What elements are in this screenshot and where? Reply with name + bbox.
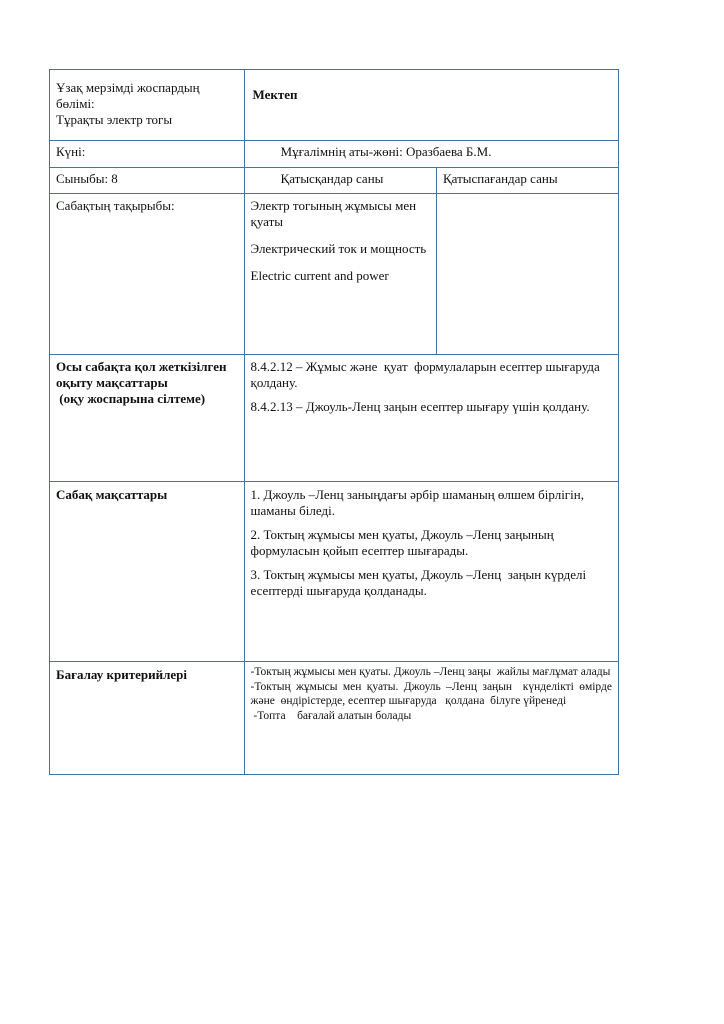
topic-label: Сабақтың тақырыбы: (56, 198, 175, 213)
objective-item: 8.4.2.13 – Джоуль-Ленц заңын есептер шығару үшін қолдану. (250, 399, 590, 414)
criteria-label-cell (50, 662, 245, 775)
section-value: Тұрақты электр тогы (56, 112, 173, 127)
class-cell (50, 168, 245, 194)
section-cell (50, 70, 245, 141)
topic-kk: Электр тогының жұмысы мен қуаты (250, 198, 417, 229)
table-row (50, 194, 619, 355)
criteria-item: -Токтың жұмысы мен қуаты. Джоуль –Ленц заңы жайлы мағлұмат алады (250, 666, 611, 678)
objectives-label-cell (50, 355, 245, 482)
present-label: Қатысқандар саны (280, 171, 384, 186)
date-cell (50, 141, 245, 168)
class-label: Сыныбы: 8 (56, 171, 118, 186)
goals-label: Сабақ мақсаттары (56, 487, 168, 502)
topic-value-cell (244, 194, 436, 355)
criteria-label: Бағалау критерийлері (56, 667, 187, 682)
date-label: Күні: (56, 144, 86, 159)
criteria-item: -Токтың жұмысы мен қуаты. Джоуль –Ленц заңын күнделікті өмірде және өндірістерде, есептер шығаруда қолдана білуге үйренеді (250, 680, 615, 707)
goals-label-cell (50, 482, 245, 662)
goals-value-cell (244, 482, 618, 662)
goal-item: 3. Токтың жұмысы мен қуаты, Джоуль –Ленц заңын күрделі есептерді шығаруда қолданады. (250, 567, 590, 598)
table-row (50, 482, 619, 662)
teacher-cell (244, 141, 618, 168)
topic-label-cell (50, 194, 245, 355)
absent-label: Қатыспағандар саны (442, 171, 558, 186)
table-row (50, 70, 619, 141)
goal-item: 2. Токтың жұмысы мен қуаты, Джоуль –Ленц заңының формуласын қойып есептер шығарады. (250, 527, 557, 558)
topic-empty-cell (436, 194, 618, 355)
criteria-item: -Топта бағалай алатын болады (250, 709, 412, 722)
table-row (50, 662, 619, 775)
school-label: Мектеп (252, 87, 298, 102)
objectives-value-cell (244, 355, 618, 482)
school-cell (244, 70, 618, 141)
topic-ru: Электрический ток и мощность (250, 241, 427, 256)
teacher-label: Мұғалімнің аты-жөні: Оразбаева Б.М. (280, 144, 492, 159)
criteria-value-cell (244, 662, 618, 775)
lesson-plan-table (49, 69, 619, 775)
table-row (50, 168, 619, 194)
goal-item: 1. Джоуль –Ленц заныңдағы әрбір шаманың өлшем бірлігін, шаманы біледі. (250, 487, 588, 518)
topic-en: Electric current and power (250, 268, 389, 283)
absent-cell (436, 168, 618, 194)
present-cell (244, 168, 436, 194)
section-label: Ұзақ мерзімді жоспардың бөлімі: (56, 80, 200, 111)
objectives-label: Осы сабақта қол жеткізілген оқыту мақсаттары (56, 359, 227, 390)
table-row (50, 355, 619, 482)
objective-item: 8.4.2.12 – Жұмыс және қуат формулаларын есептер шығаруда қолдану. (250, 359, 604, 390)
objectives-reference: (оқу жоспарына сілтеме) (56, 391, 206, 406)
table-row (50, 141, 619, 168)
